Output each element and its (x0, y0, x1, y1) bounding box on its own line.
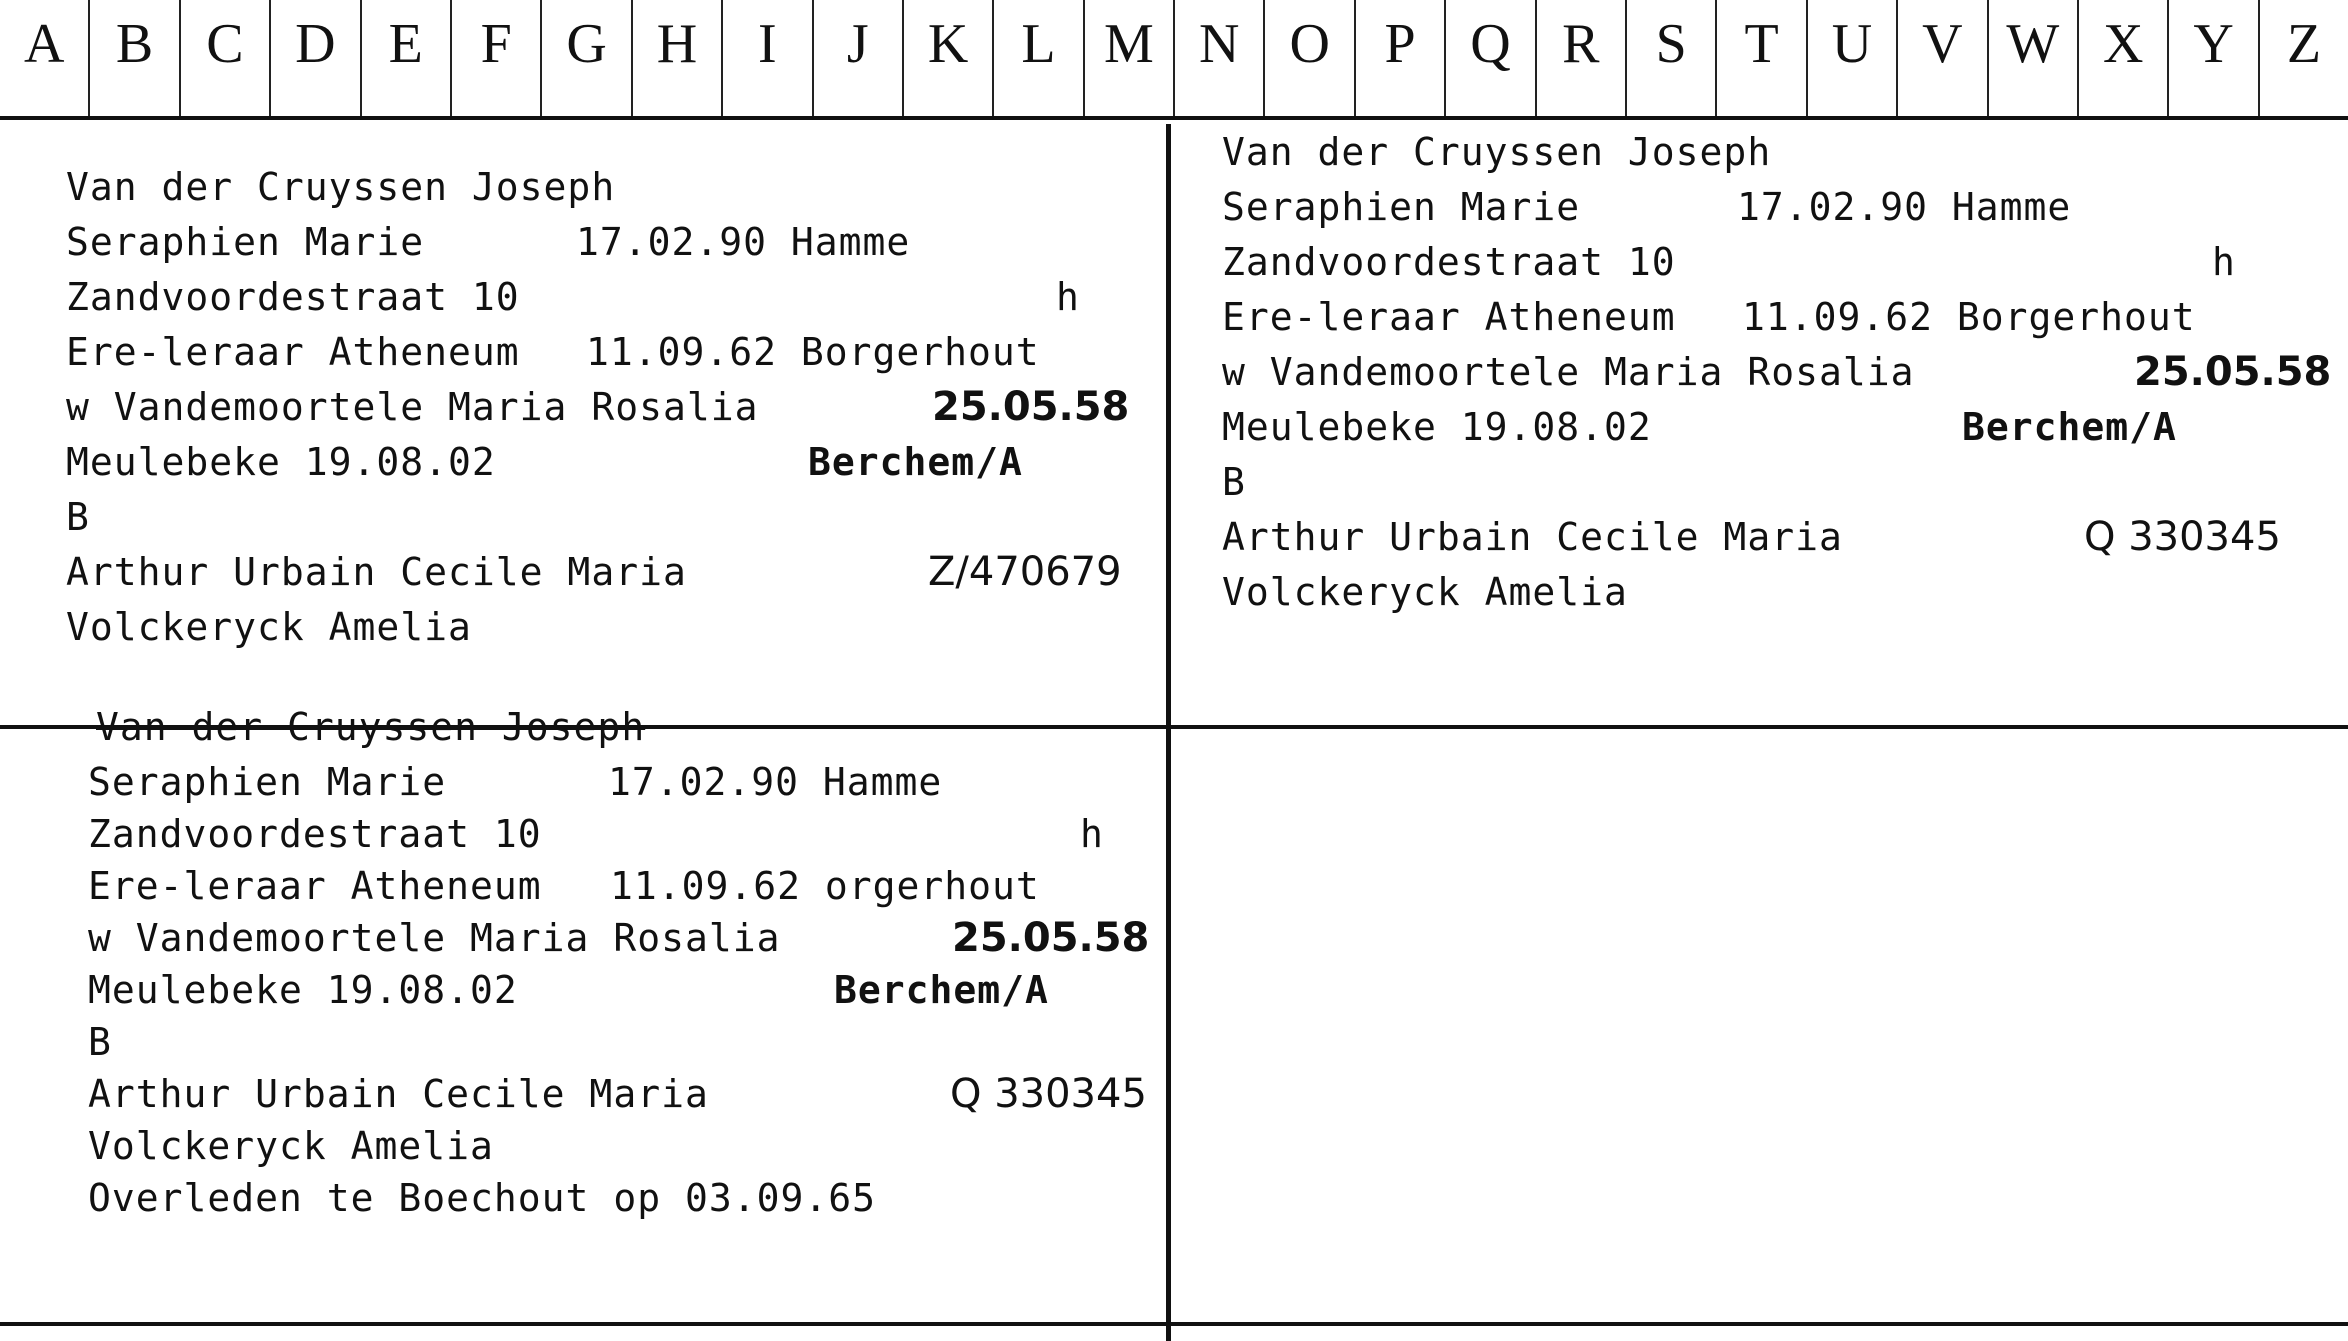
card-address: Zandvoordestraat 10 (1222, 240, 1676, 284)
alphabet-letter-n: N (1175, 0, 1265, 116)
alphabet-letter-v: V (1898, 0, 1988, 116)
alphabet-letter-r: R (1537, 0, 1627, 116)
card-birth: 17.02.90 Hamme (576, 220, 911, 264)
alphabet-letter-d: D (271, 0, 361, 116)
card-spouse-place: Berchem/A (808, 440, 1023, 484)
card-parents-father: Arthur Urbain Cecile Maria (1222, 515, 1843, 559)
record-card-empty (1190, 740, 2330, 1310)
card-letter-b: B (88, 1020, 112, 1064)
alphabet-letter-g: G (542, 0, 632, 116)
record-card-top-left (66, 160, 1146, 655)
card-reference: Q 330345 (2084, 514, 2281, 560)
alphabet-letter-q: Q (1446, 0, 1536, 116)
card-parents-father: Arthur Urbain Cecile Maria (88, 1072, 709, 1116)
alphabet-letter-u: U (1808, 0, 1898, 116)
card-parents-father: Arthur Urbain Cecile Maria (66, 550, 687, 594)
alphabet-letter-k: K (904, 0, 994, 116)
alphabet-letter-j: J (814, 0, 904, 116)
card-spouse-date: 25.05.58 (2134, 349, 2332, 395)
alphabet-letter-o: O (1265, 0, 1355, 116)
card-birth: 17.02.90 Hamme (1737, 185, 2072, 229)
card-name: Van der Cruyssen Joseph (96, 705, 646, 749)
bottom-divider (0, 1322, 2348, 1326)
card-occupation-date-place: 11.09.62 orgerhout (610, 864, 1040, 908)
card-reference: Z/470679 (928, 549, 1122, 595)
alphabet-letter-t: T (1717, 0, 1807, 116)
alphabet-letter-f: F (452, 0, 542, 116)
alphabet-letter-x: X (2079, 0, 2169, 116)
alphabet-letter-p: P (1356, 0, 1446, 116)
card-letter-b: B (1222, 460, 1246, 504)
card-marker-h: h (1080, 812, 1104, 856)
card-given-names: Seraphien Marie (1222, 185, 1581, 229)
alphabet-letter-c: C (181, 0, 271, 116)
alphabet-index (0, 0, 2348, 120)
card-spouse-date: 25.05.58 (932, 384, 1130, 430)
card-spouse-birth: Meulebeke 19.08.02 (88, 968, 518, 1012)
card-spouse-birth: Meulebeke 19.08.02 (66, 440, 496, 484)
alphabet-letter-s: S (1627, 0, 1717, 116)
card-given-names: Seraphien Marie (88, 760, 447, 804)
card-spouse-place: Berchem/A (1962, 405, 2177, 449)
card-spouse-birth: Meulebeke 19.08.02 (1222, 405, 1652, 449)
card-death-note: Overleden te Boechout op 03.09.65 (88, 1176, 876, 1220)
card-name: Van der Cruyssen Joseph (66, 165, 616, 209)
card-reference: Q 330345 (950, 1071, 1147, 1117)
card-marker-h: h (2212, 240, 2236, 284)
card-given-names: Seraphien Marie (66, 220, 425, 264)
alphabet-letter-h: H (633, 0, 723, 116)
alphabet-letter-w: W (1989, 0, 2079, 116)
alphabet-letter-l: L (994, 0, 1084, 116)
card-parents-mother: Volckeryck Amelia (66, 605, 472, 649)
card-occupation: Ere-leraar Atheneum (66, 330, 520, 374)
alphabet-letter-m: M (1085, 0, 1175, 116)
alphabet-letter-a: A (0, 0, 90, 116)
card-spouse-place: Berchem/A (834, 968, 1049, 1012)
card-letter-b: B (66, 495, 90, 539)
card-birth: 17.02.90 Hamme (608, 760, 943, 804)
card-occupation-date-place: 11.09.62 Borgerhout (1742, 295, 2196, 339)
card-occupation-date-place: 11.09.62 Borgerhout (586, 330, 1040, 374)
card-spouse-date: 25.05.58 (952, 915, 1150, 961)
alphabet-letter-b: B (90, 0, 180, 116)
card-parents-mother: Volckeryck Amelia (88, 1124, 494, 1168)
alphabet-letter-z: Z (2286, 13, 2322, 75)
record-card-top-right (1222, 125, 2332, 620)
card-occupation: Ere-leraar Atheneum (1222, 295, 1676, 339)
card-parents-mother: Volckeryck Amelia (1222, 570, 1628, 614)
card-occupation: Ere-leraar Atheneum (88, 864, 542, 908)
record-card-bottom-left (88, 700, 1168, 1229)
alphabet-letter-y: Y (2169, 0, 2259, 116)
alphabet-letter-e: E (362, 0, 452, 116)
card-address: Zandvoordestraat 10 (88, 812, 542, 856)
card-spouse: w Vandemoortele Maria Rosalia (66, 385, 759, 429)
alphabet-letter-i: I (723, 0, 813, 116)
card-marker-h: h (1056, 275, 1080, 319)
card-spouse: w Vandemoortele Maria Rosalia (1222, 350, 1915, 394)
card-address: Zandvoordestraat 10 (66, 275, 520, 319)
card-name: Van der Cruyssen Joseph (1222, 130, 1772, 174)
card-spouse: w Vandemoortele Maria Rosalia (88, 916, 781, 960)
